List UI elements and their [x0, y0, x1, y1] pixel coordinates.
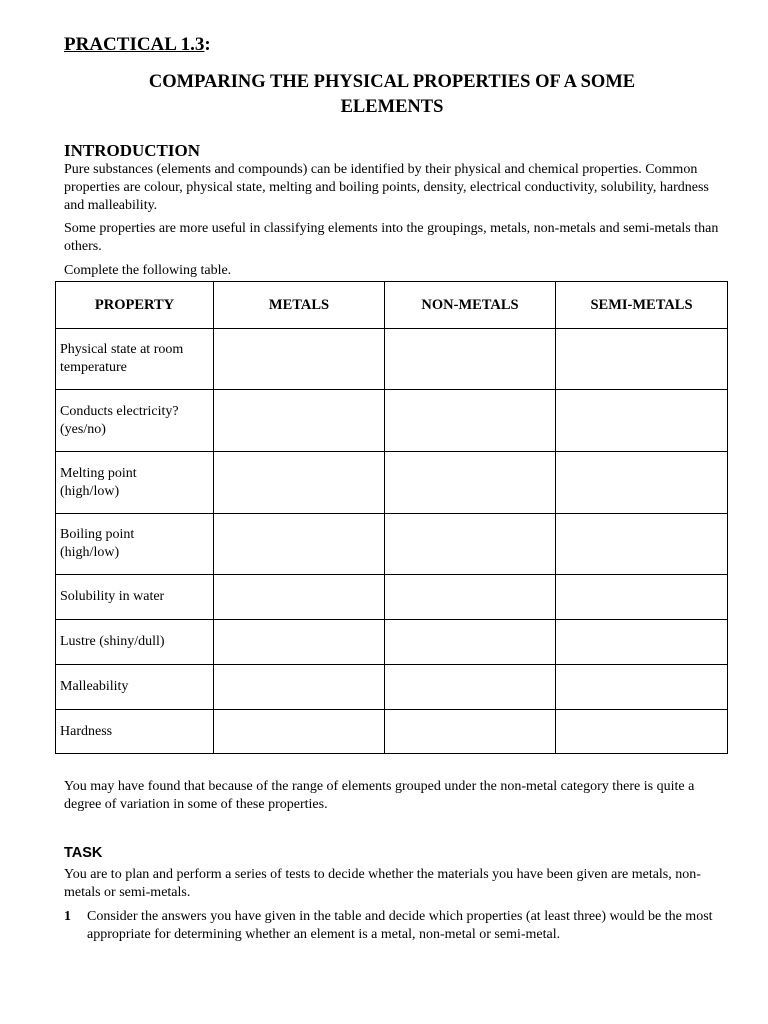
metals-answer-cell[interactable]: [214, 390, 385, 452]
property-cell: [56, 452, 214, 514]
non-metals-answer-cell[interactable]: [385, 620, 556, 665]
page-title: [64, 70, 720, 120]
semi-metals-answer-cell[interactable]: [556, 452, 728, 514]
property-cell: [56, 710, 214, 754]
header-property: PROPERTY: [56, 282, 214, 329]
property-cell: [56, 514, 214, 575]
semi-metals-answer-cell[interactable]: [556, 620, 728, 665]
semi-metals-answer-cell[interactable]: [556, 710, 728, 754]
metals-answer-cell[interactable]: [214, 665, 385, 710]
table-instruction: Complete the following table.: [64, 263, 232, 278]
table-row: [56, 665, 728, 710]
property-cell: [56, 329, 214, 390]
property-line: Solubility in water: [60, 589, 165, 604]
non-metals-answer-cell[interactable]: [385, 329, 556, 390]
property-line: Conducts electricity?: [60, 403, 179, 419]
practical-colon: :: [204, 34, 211, 55]
introduction-paragraph-2: Some properties are more useful in classifying elements into the groupings, metals, non-metals and semi-metals than others.: [64, 221, 719, 254]
property-line: (yes/no): [60, 421, 106, 437]
non-metals-answer-cell[interactable]: [385, 390, 556, 452]
property-cell: [56, 665, 214, 710]
non-metals-answer-cell[interactable]: [385, 710, 556, 754]
table-row: [56, 620, 728, 665]
non-metals-answer-cell[interactable]: [385, 665, 556, 710]
variation-note: You may have found that because of the range of elements grouped under the non-metal category there is quite a degree of variation in some of these properties.: [64, 779, 695, 812]
property-line: Boiling point: [60, 527, 135, 542]
property-cell: [56, 620, 214, 665]
non-metals-answer-cell[interactable]: [385, 452, 556, 514]
table-row: [56, 452, 728, 514]
non-metals-answer-cell[interactable]: [385, 514, 556, 575]
semi-metals-answer-cell[interactable]: [556, 665, 728, 710]
property-line: (high/low): [60, 483, 120, 499]
practical-label: [64, 34, 211, 56]
title-line-1: COMPARING THE PHYSICAL PROPERTIES OF A SOME: [148, 72, 636, 92]
metals-answer-cell[interactable]: [214, 329, 385, 390]
introduction-paragraph-1: Pure substances (elements and compounds) can be identified by their physical and chemical properties. Common properties are colour, physical state, melting and boiling points, density, electrical conductivity, solubility, hardness and malleability.: [64, 162, 709, 213]
table-row: [56, 710, 728, 754]
semi-metals-answer-cell[interactable]: [556, 329, 728, 390]
table-row: [56, 575, 728, 620]
semi-metals-answer-cell[interactable]: [556, 390, 728, 452]
property-line: Hardness: [60, 723, 113, 739]
property-cell: [56, 390, 214, 452]
property-line: temperature: [60, 360, 127, 375]
table-row: [56, 329, 728, 390]
properties-table: [55, 281, 728, 754]
metals-answer-cell[interactable]: [214, 710, 385, 754]
task-paragraph: You are to plan and perform a series of tests to decide whether the materials you have been given are metals, non-metals or semi-metals.: [64, 867, 701, 900]
metals-answer-cell[interactable]: [214, 575, 385, 620]
property-line: Malleability: [60, 679, 129, 694]
introduction-heading: INTRODUCTION: [64, 141, 201, 160]
header-semi-metals: SEMI-METALS: [556, 282, 728, 329]
metals-answer-cell[interactable]: [214, 452, 385, 514]
property-cell: [56, 575, 214, 620]
title-line-2: ELEMENTS: [340, 97, 444, 117]
metals-answer-cell[interactable]: [214, 620, 385, 665]
semi-metals-answer-cell[interactable]: [556, 575, 728, 620]
property-line: Melting point: [60, 465, 137, 481]
practical-number: PRACTICAL 1.3: [64, 34, 205, 55]
property-line: (high/low): [60, 545, 120, 560]
non-metals-answer-cell[interactable]: [385, 575, 556, 620]
table-row: [56, 390, 728, 452]
table-header-row: [56, 282, 728, 329]
header-non-metals: NON-METALS: [385, 282, 556, 329]
step-text: Consider the answers you have given in the table and decide which properties (at least three) would be the most appropriate for determining whether an element is a metal, non-metal or semi-metal.: [87, 909, 713, 942]
property-line: Lustre (shiny/dull): [60, 634, 165, 649]
semi-metals-answer-cell[interactable]: [556, 514, 728, 575]
header-metals: METALS: [214, 282, 385, 329]
metals-answer-cell[interactable]: [214, 514, 385, 575]
task-step-1: [64, 908, 724, 944]
property-line: Physical state at room: [60, 342, 184, 357]
table-row: [56, 514, 728, 575]
task-heading: TASK: [64, 845, 103, 861]
step-number: 1: [64, 909, 71, 924]
